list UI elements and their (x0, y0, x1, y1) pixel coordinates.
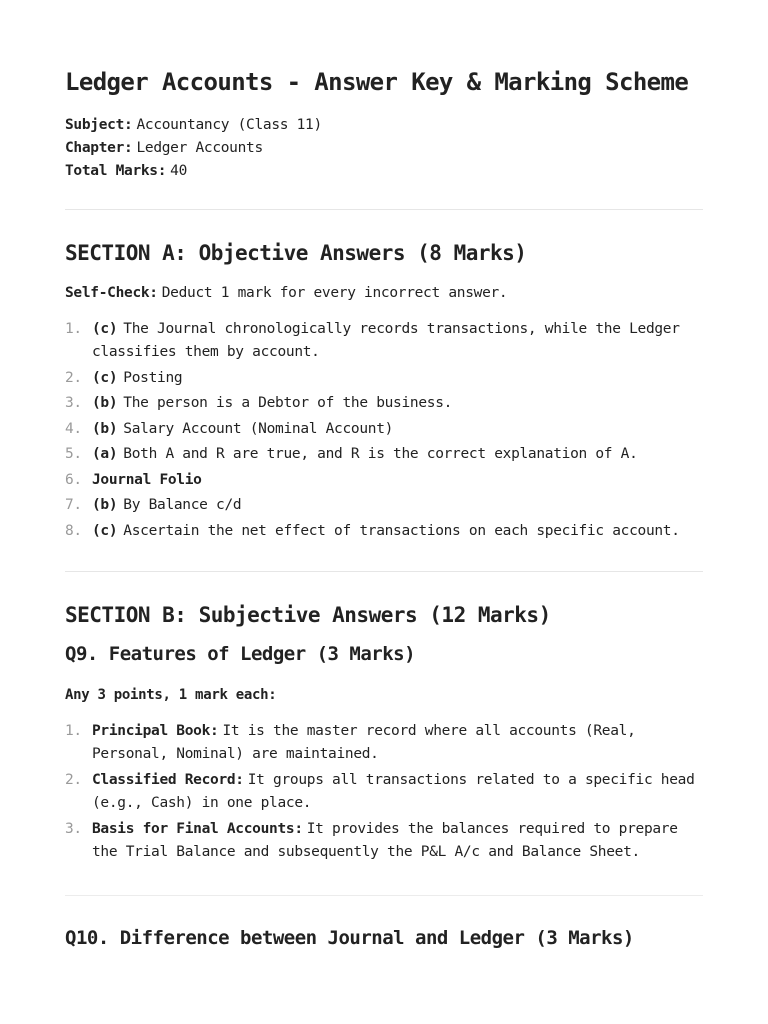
answer-text: Posting (123, 369, 183, 386)
answer-number: 1. (65, 321, 82, 337)
answer-item (65, 443, 703, 466)
q10-title: Q10. Difference between Journal and Ledger (3 Marks) (65, 926, 634, 949)
answer-number: 6. (65, 471, 82, 488)
answer-item (65, 367, 703, 390)
point-term: Principal Book: (92, 722, 219, 739)
meta-chapter-label: Chapter: (65, 140, 133, 156)
answer-item (65, 494, 703, 517)
answer-item (65, 520, 703, 543)
divider (65, 571, 703, 572)
self-check-text: Deduct 1 mark for every incorrect answer. (161, 285, 508, 301)
self-check-note (65, 282, 703, 304)
point-term: Classified Record: (92, 771, 244, 788)
page-title: Ledger Accounts - Answer Key & Marking Scheme (65, 68, 689, 96)
answer-option: (b) (92, 420, 118, 437)
answer-item (65, 469, 703, 492)
meta-chapter-value: Ledger Accounts (136, 140, 263, 156)
answer-option: (c) (92, 369, 118, 386)
meta-total-marks-label: Total Marks: (65, 163, 167, 179)
meta-subject-value: Accountancy (Class 11) (136, 117, 322, 133)
section-b-title: SECTION B: Subjective Answers (12 Marks) (65, 602, 551, 627)
answer-number: 4. (65, 420, 82, 437)
point-item (65, 720, 703, 767)
answer-option: (b) (92, 497, 118, 513)
answer-option: Journal Folio (92, 471, 202, 488)
meta-total-marks-value: 40 (170, 163, 188, 179)
q9-title: Q9. Features of Ledger (3 Marks) (65, 642, 416, 665)
answer-text: The Journal chronologically records transactions, while the Ledger classifies them by account. (92, 321, 680, 360)
document-meta (65, 114, 703, 183)
answer-number: 3. (65, 395, 82, 411)
point-item (65, 818, 703, 865)
point-number: 3. (65, 820, 82, 837)
answer-option: (b) (92, 395, 118, 411)
answer-option: (a) (92, 446, 118, 462)
meta-subject-label: Subject: (65, 117, 133, 133)
meta-total-marks (65, 160, 703, 183)
answer-text: By Balance c/d (123, 497, 242, 513)
section-a-title: SECTION A: Objective Answers (8 Marks) (65, 241, 527, 265)
point-text: It provides the balances required to prepare the Trial Balance and subsequently the P&L A/c and Balance Sheet. (92, 820, 678, 860)
meta-chapter (65, 137, 703, 160)
answer-text: Salary Account (Nominal Account) (123, 420, 394, 437)
answer-option: (c) (92, 321, 118, 337)
point-item (65, 769, 703, 816)
point-number: 2. (65, 771, 82, 788)
answer-number: 8. (65, 522, 82, 539)
answer-text: Ascertain the net effect of transactions on each specific account. (123, 522, 680, 539)
divider (65, 209, 703, 210)
answer-text: Both A and R are true, and R is the correct explanation of A. (123, 446, 638, 462)
answer-option: (c) (92, 522, 118, 539)
self-check-label: Self-Check: (65, 285, 158, 301)
answer-item (65, 418, 703, 441)
answer-text: The person is a Debtor of the business. (123, 395, 453, 411)
point-text: It is the master record where all accounts (Real, Personal, Nominal) are maintained. (92, 722, 636, 762)
divider (65, 895, 703, 896)
answer-number: 7. (65, 497, 82, 513)
answer-item (65, 392, 703, 415)
point-text: It groups all transactions related to a specific head (e.g., Cash) in one place. (92, 771, 695, 811)
answer-item (65, 318, 703, 364)
point-number: 1. (65, 722, 82, 739)
answer-number: 5. (65, 446, 82, 462)
meta-subject (65, 114, 703, 137)
objective-answers-list (65, 318, 703, 543)
answer-number: 2. (65, 369, 82, 386)
point-term: Basis for Final Accounts: (92, 820, 303, 837)
q9-instruction: Any 3 points, 1 mark each: (65, 686, 277, 703)
q9-points-list (65, 720, 703, 865)
